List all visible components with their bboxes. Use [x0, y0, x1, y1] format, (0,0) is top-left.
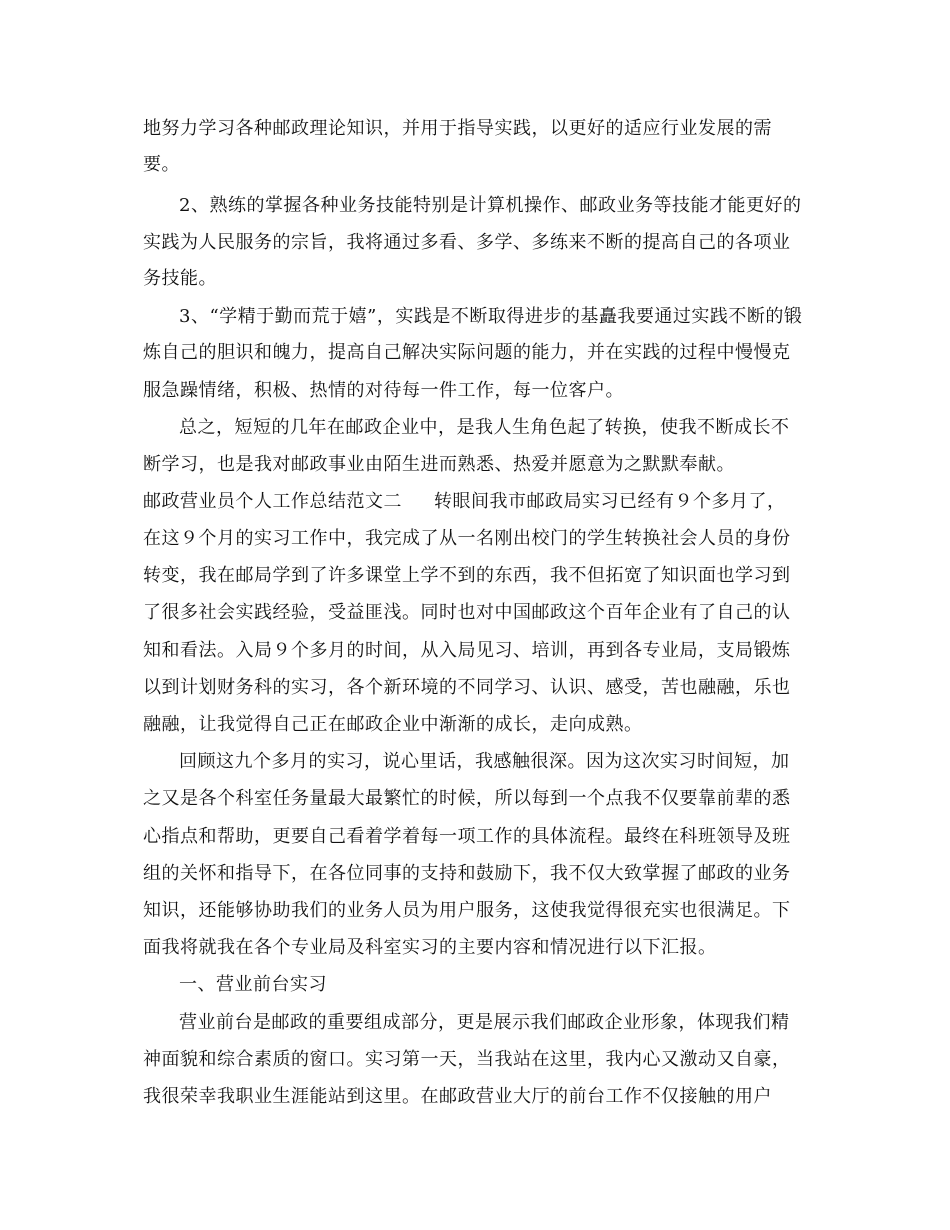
paragraph-line: 以到计划财务科的实习，各个新环境的不同学习、认识、感受，苦也融融，乐也	[143, 677, 791, 698]
paragraph-line: 神面貌和综合素质的窗口。实习第一天，当我站在这里，我内心又激动又自豪，	[143, 1049, 791, 1070]
paragraph-line: 组的关怀和指导下，在各位同事的支持和鼓励下，我不仅大致掌握了邮政的业务	[143, 863, 791, 884]
paragraph-line: 转变，我在邮局学到了许多课堂上学不到的东西，我不但拓宽了知识面也学习到	[143, 565, 791, 586]
paragraph-line: 心指点和帮助，更要自己看着学着每一项工作的具体流程。最终在科班领导及班	[143, 826, 791, 847]
paragraph-line: 断学习，也是我对邮政事业由陌生进而熟悉、热爱并愿意为之默默奉献。	[143, 454, 735, 475]
section-heading-line	[143, 489, 786, 515]
paragraph-line: 炼自己的胆识和魄力，提高自己解决实际问题的能力，并在实践的过程中慢慢克	[143, 342, 791, 363]
paragraph-line: 我很荣幸我职业生涯能站到这里。在邮政营业大厅的前台工作不仅接触的用户	[143, 1086, 772, 1107]
paragraph-line: 面我将就我在各个专业局及科室实习的主要内容和情况进行以下汇报。	[143, 937, 717, 958]
paragraph-line: 实践为人民服务的宗旨，我将通过多看、多学、多练来不断的提高自己的各项业	[143, 232, 791, 253]
paragraph-line: 融融，让我觉得自己正在邮政企业中渐渐的成长，走向成熟。	[143, 714, 643, 735]
paragraph-text: 转眼间我市邮政局实习已经有９个多月了，	[434, 491, 786, 512]
section-title: 邮政营业员个人工作总结范文二	[143, 491, 402, 512]
paragraph-line: 务技能。	[143, 268, 217, 289]
paragraph-line: 营业前台是邮政的重要组成部分，更是展示我们邮政企业形象，体现我们精	[179, 1012, 790, 1033]
paragraph-line: 要。	[143, 154, 180, 175]
paragraph-line: 知和看法。入局９个多月的时间，从入局见习、培训，再到各专业局，支局锻炼	[143, 640, 791, 661]
paragraph-line: 在这９个月的实习工作中，我完成了从一名刚出校门的学生转换社会人员的身份	[143, 528, 791, 549]
paragraph-line: 服急躁情绪，积极、热情的对待每一件工作，每一位客户。	[143, 380, 624, 401]
paragraph-line: 之又是各个科室任务量最大最繁忙的时候，所以每到一个点我不仅要靠前辈的悉	[143, 788, 791, 809]
paragraph-line: 知识，还能够协助我们的业务人员为用户服务，这使我觉得很充实也很满足。下	[143, 900, 791, 921]
subheading: 一、营业前台实习	[179, 974, 327, 995]
paragraph-line: 总之，短短的几年在邮政企业中，是我人生角色起了转换，使我不断成长不	[179, 417, 790, 438]
paragraph-line: 2、熟练的掌握各种业务技能特别是计算机操作、邮政业务等技能才能更好的	[179, 195, 802, 216]
paragraph-line: 地努力学习各种邮政理论知识，并用于指导实践，以更好的适应行业发展的需	[143, 118, 772, 139]
paragraph-line: 回顾这九个多月的实习，说心里话，我感触很深。因为这次实习时间短，加	[179, 751, 790, 772]
paragraph-line: 了很多社会实践经验，受益匪浅。同时也对中国邮政这个百年企业有了自己的认	[143, 602, 791, 623]
paragraph-line: 3、“学精于勤而荒于嬉”，实践是不断取得进步的基矗我要通过实践不断的锻	[179, 306, 803, 327]
